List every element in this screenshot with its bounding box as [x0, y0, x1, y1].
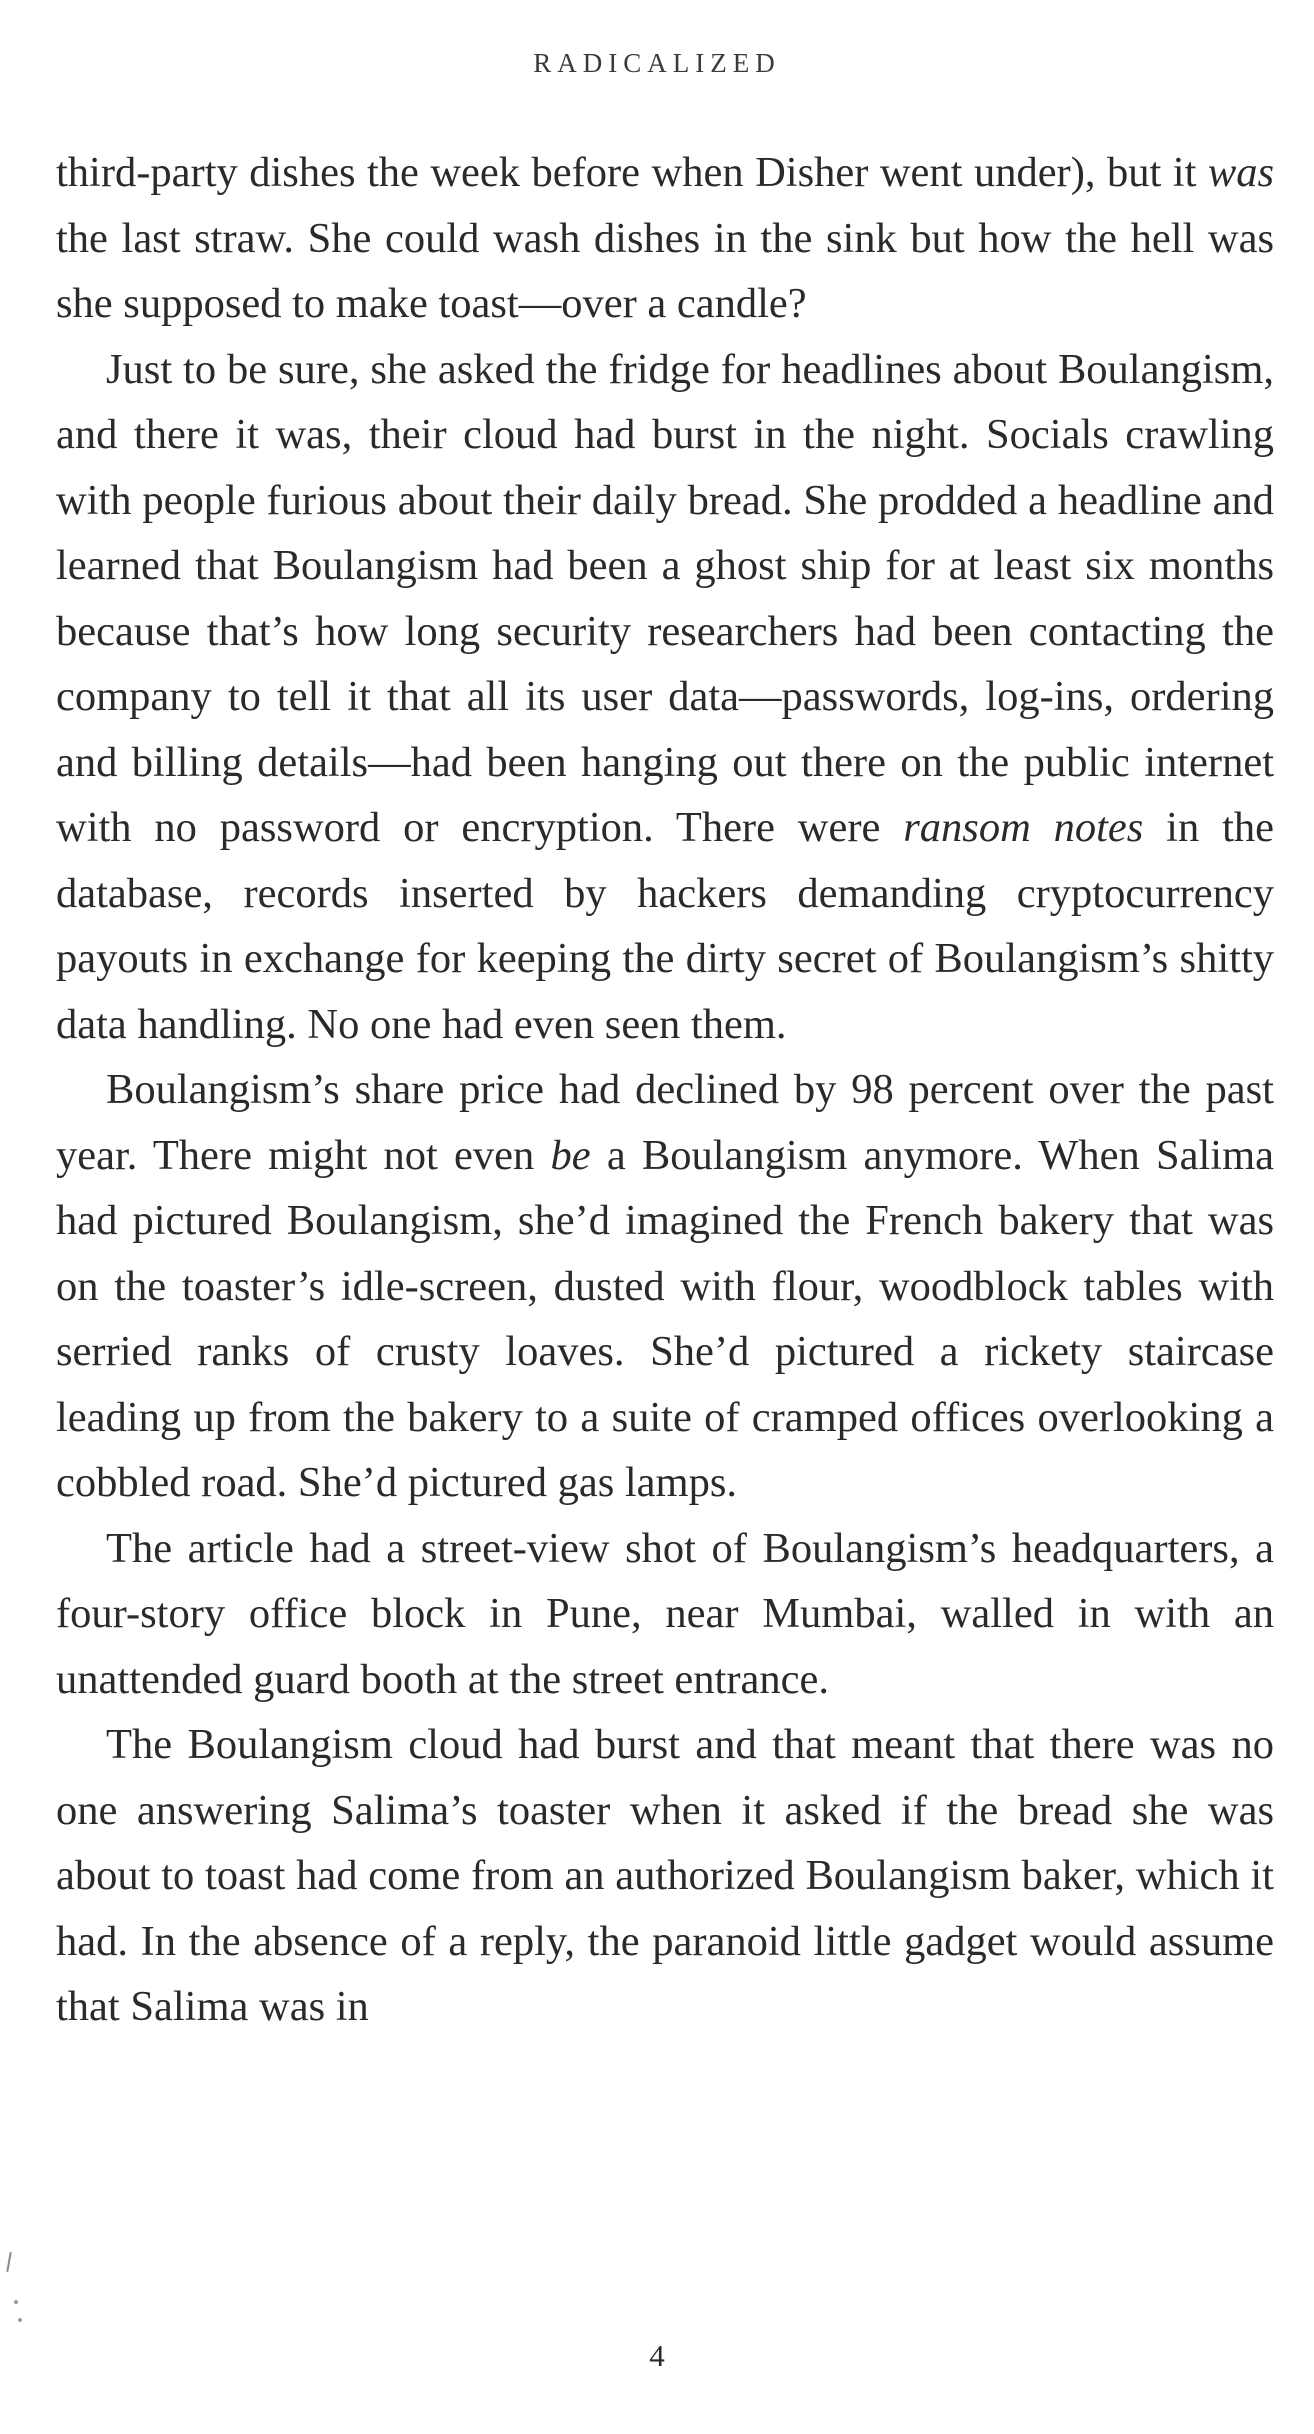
paragraph-1: [56, 140, 1274, 337]
paragraph-2: [56, 337, 1274, 1058]
paragraph-1-emphasis: was: [1207, 149, 1274, 196]
paragraph-1-text-a: third-party dishes the week before when Disher went under), but it: [56, 149, 1208, 196]
margin-scan-mark: [6, 2252, 11, 2272]
margin-scan-dot: [14, 2300, 18, 2304]
page-number: 4: [649, 2338, 665, 2373]
paragraph-4-text: The article had a street-view shot of Boulangism’s headquarters, a four-story office block in Pune, near Mumbai, walled in with an unattended guard booth at the street entrance.: [56, 1524, 1274, 1703]
paragraph-5-text: The Boulangism cloud had burst and that meant that there was no one answering Salima’s toaster when it asked if the bread she was about to toast had come from an authorized Boulangism baker, which it had. In the absence of a reply, the paranoid little gadget would assume that Salima was in: [56, 1721, 1274, 2030]
body-text: [56, 140, 1274, 2040]
paragraph-3-text-c: a Boulangism anymore. When Salima had pictured Boulangism, she’d imagined the French bakery that was on the toaster’s idle-screen, dusted with flour, woodblock tables with serried ranks of crusty loaves. She’d pictured a rickety staircase leading up from the bakery to a suite of cramped offices overlooking a cobbled road. She’d pictured gas lamps.: [56, 1131, 1274, 1506]
paragraph-3: [56, 1057, 1274, 1516]
running-head: RADICALIZED: [533, 48, 781, 78]
paragraph-2-emphasis: ransom notes: [903, 804, 1144, 851]
paragraph-2-text: Just to be sure, she asked the fridge for headlines about Boulangism, and there it was, their cloud had burst in the night. Socials crawling with people furious about their daily bread. She prodded a headline and learned that Boulangism had been a ghost ship for at least six months because that’s how long security researchers had been contacting the company to tell it that all its user data—passwords, log-ins, ordering and billing details—had been hanging out there on the public internet with no password or encryption. There were: [56, 345, 1274, 851]
paragraph-5: [56, 1712, 1274, 2040]
paragraph-1-text-c: the last straw. She could wash dishes in the sink but how the hell was she supposed to make toast—over a candle?: [56, 214, 1274, 327]
paragraph-2-text-c: in the database, records inserted by hackers demanding cryptocurrency payouts in exchange for keeping the dirty secret of Boulangism’s shitty data handling. No one had even seen them.: [56, 804, 1275, 1048]
margin-scan-dot: [18, 2318, 22, 2322]
paragraph-3-text-a: Boulangism’s share price had declined by 98 percent over the past year. There might not even: [56, 1066, 1274, 1179]
paragraph-3-emphasis: be: [550, 1131, 591, 1179]
paragraph-4: [56, 1516, 1274, 1713]
